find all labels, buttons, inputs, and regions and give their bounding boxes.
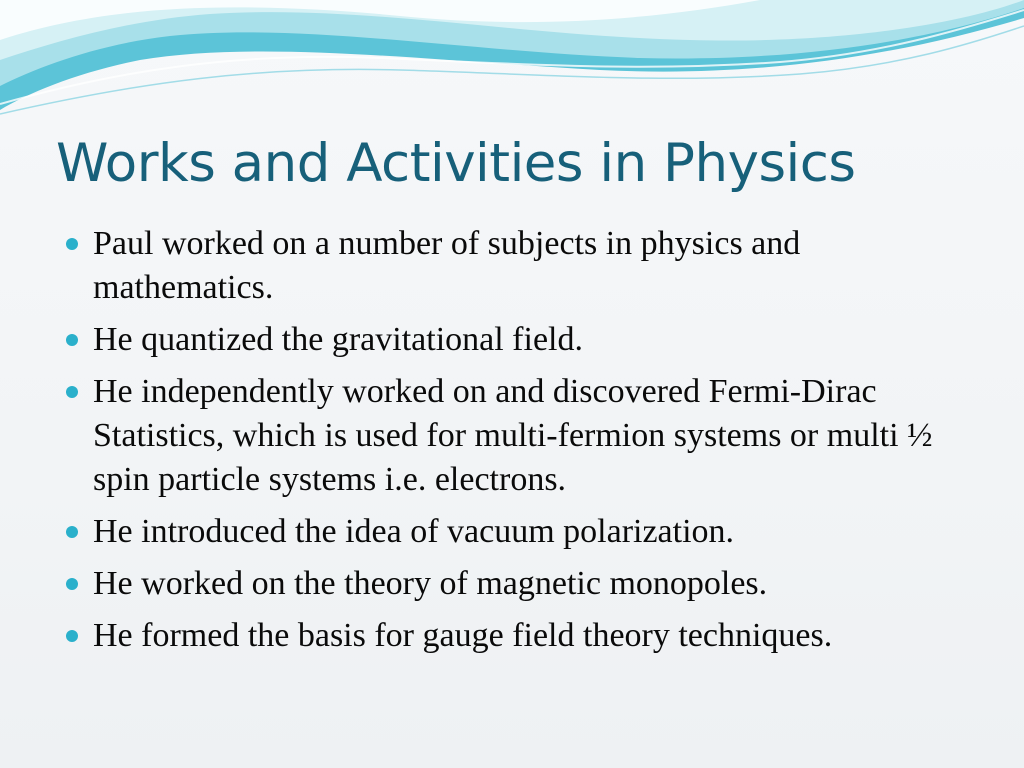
bullet-text: He independently worked on and discovered Fermi-Dirac Statistics, which is used for multi-fermion systems or multi ½ spin particle systems i.e. electrons.: [93, 373, 933, 498]
bullet-item: [64, 510, 964, 554]
bullet-item: [64, 318, 964, 362]
bullet-item: [64, 370, 964, 502]
bullet-text: He formed the basis for gauge field theory techniques.: [93, 617, 833, 654]
bullet-text: He quantized the gravitational field.: [93, 321, 583, 358]
slide-title: Works and Activities in Physics: [56, 133, 856, 194]
bullet-item: [64, 222, 964, 310]
bullet-dot-icon: [66, 334, 78, 346]
bullet-dot-icon: [66, 386, 78, 398]
bullet-dot-icon: [66, 630, 78, 642]
bullet-text: He worked on the theory of magnetic monopoles.: [93, 565, 768, 602]
bullet-item: [64, 562, 964, 606]
bullet-text: Paul worked on a number of subjects in physics and mathematics.: [93, 225, 801, 306]
bullet-list: [64, 222, 964, 666]
bullet-dot-icon: [66, 238, 78, 250]
bullet-item: [64, 614, 964, 658]
header-wave-decoration: [0, 0, 1024, 120]
bullet-dot-icon: [66, 578, 78, 590]
bullet-dot-icon: [66, 526, 78, 538]
bullet-text: He introduced the idea of vacuum polarization.: [93, 513, 735, 550]
